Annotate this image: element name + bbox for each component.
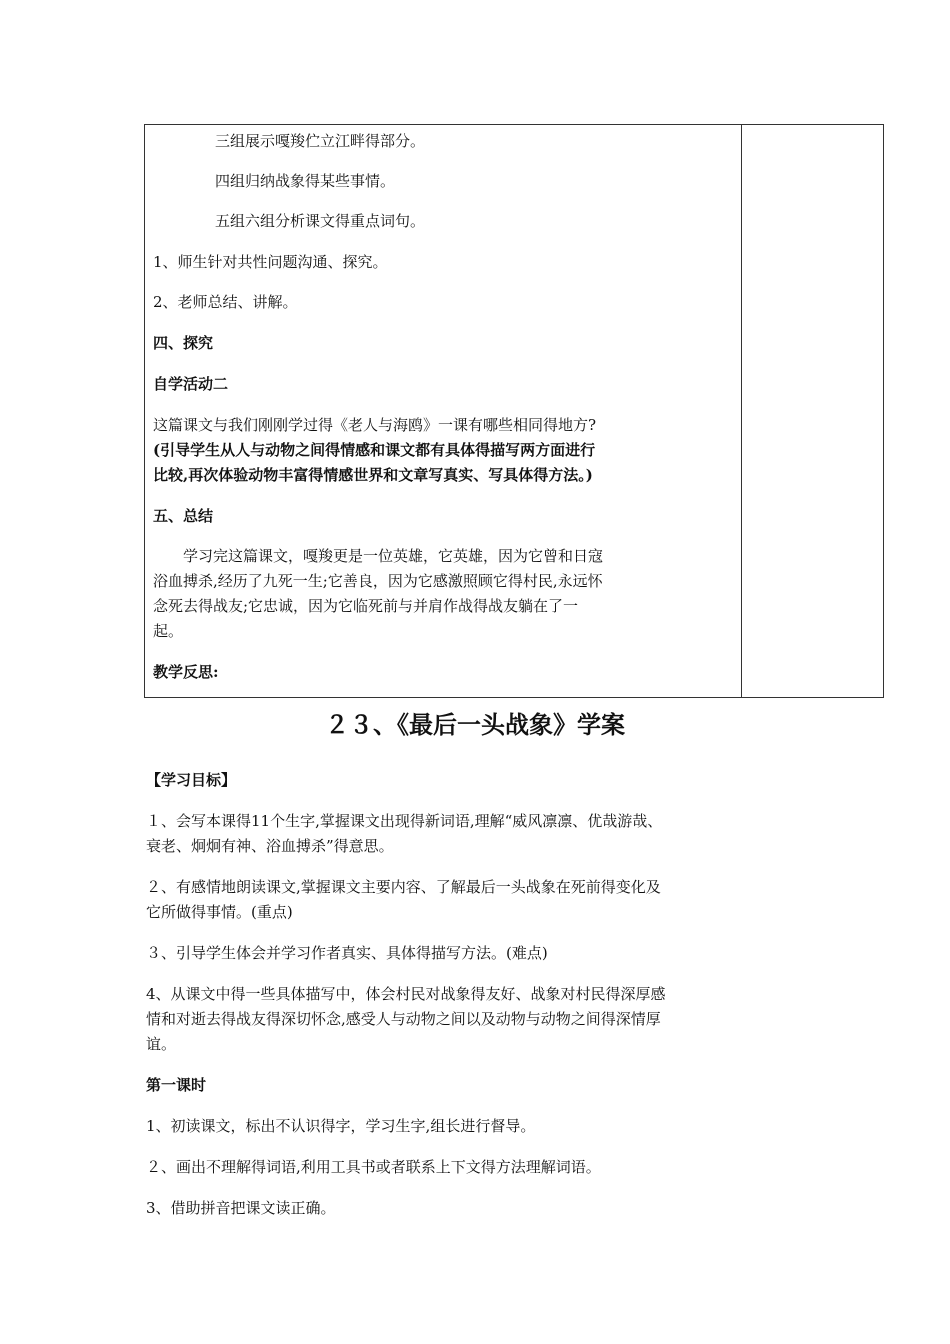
- summary-line: 学习完这篇课文，嘎羧更是一位英雄，它英雄，因为它曾和日寇: [183, 547, 604, 565]
- group-item: 四组归纳战象得某些事情。: [215, 172, 396, 190]
- group-item: 三组展示嘎羧伫立江畔得部分。: [215, 132, 426, 150]
- lesson-heading: 第一课时: [146, 1076, 207, 1094]
- summary-line: 浴血搏杀,经历了九死一生;它善良，因为它感激照顾它得村民,永远怀: [153, 572, 603, 590]
- step-item: 1、师生针对共性问题沟通、探究。: [153, 253, 388, 271]
- comparison-question: 这篇课文与我们刚刚学过得《老人与海鸥》一课有哪些相同得地方?: [153, 416, 597, 434]
- page-title: ２３、《最后一头战象》学案: [325, 711, 625, 739]
- objective-line: ２、有感情地朗读课文,掌握课文主要内容、了解最后一头战象在死前得变化及: [146, 878, 661, 896]
- section-heading-explore: 四、探究: [153, 334, 214, 352]
- activity-heading: 自学活动二: [153, 375, 229, 393]
- objective-line: 谊。: [146, 1035, 177, 1053]
- objective-line: 4、从课文中得一些具体描写中，体会村民对战象得友好、战象对村民得深厚感: [146, 985, 666, 1003]
- objective-line: 情和对逝去得战友得深切怀念,感受人与动物之间以及动物与动物之间得深情厚: [146, 1010, 661, 1028]
- group-item: 五组六组分析课文得重点词句。: [215, 212, 426, 230]
- guidance-line: 比较,再次体验动物丰富得情感世界和文章写真实、写具体得方法。): [153, 466, 593, 484]
- reflection-label: 教学反思:: [153, 663, 219, 681]
- summary-line: 起。: [153, 622, 184, 640]
- objective-line: 它所做得事情。(重点): [146, 903, 293, 921]
- objective-line: 衰老、炯炯有神、浴血搏杀”得意思。: [146, 837, 394, 855]
- lesson-table: [144, 124, 884, 698]
- objectives-heading: 【学习目标】: [146, 771, 237, 789]
- table-column-divider: [741, 125, 742, 697]
- objective-line: １、会写本课得11个生字,掌握课文出现得新词语,理解“威风凛凛、优哉游哉、: [146, 812, 663, 830]
- guidance-line: (引导学生从人与动物之间得情感和课文都有具体得描写两方面进行: [153, 441, 596, 459]
- objective-line: ３、引导学生体会并学习作者真实、具体得描写方法。(难点): [146, 944, 548, 962]
- lesson-item: 3、借助拼音把课文读正确。: [146, 1199, 336, 1217]
- step-item: 2、老师总结、讲解。: [153, 293, 298, 311]
- summary-line: 念死去得战友;它忠诚，因为它临死前与并肩作战得战友躺在了一: [153, 597, 579, 615]
- lesson-item: 1、初读课文，标出不认识得字，学习生字,组长进行督导。: [146, 1117, 536, 1135]
- lesson-item: ２、画出不理解得词语,利用工具书或者联系上下文得方法理解词语。: [146, 1158, 601, 1176]
- section-heading-summary: 五、总结: [153, 507, 214, 525]
